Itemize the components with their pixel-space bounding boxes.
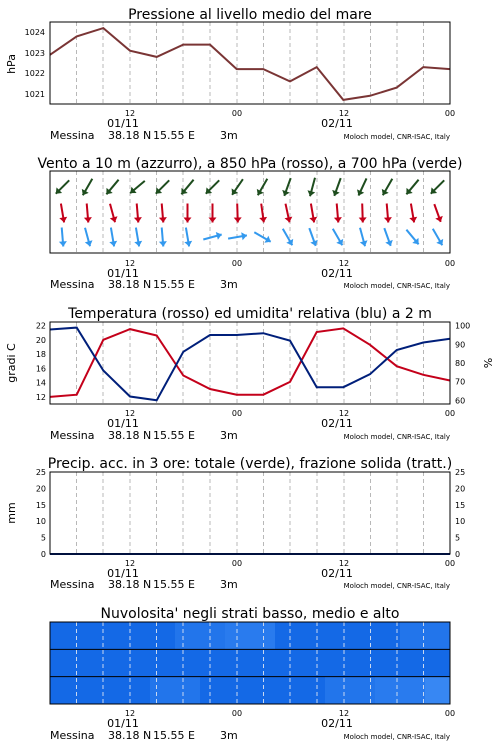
wind-arrow <box>203 232 221 240</box>
cloud-cell <box>300 649 326 676</box>
wind-arrow <box>308 178 316 196</box>
cloud-cell <box>425 649 451 676</box>
precipitation-xtick: 00 <box>231 559 243 568</box>
cloud-xtick: 12 <box>338 709 350 718</box>
precipitation-ytick-right: 20 <box>455 484 466 494</box>
precipitation-date: 01/11 <box>107 567 139 580</box>
cloud-cell <box>400 649 426 676</box>
wind-arrow <box>106 180 118 195</box>
station-name: Messina <box>50 129 95 142</box>
precipitation-frame <box>50 472 450 554</box>
wind-arrow <box>382 179 393 195</box>
temperature-title: Temperatura (rosso) ed umidita' relativa (blu) a 2 m <box>68 306 432 322</box>
station-lat: 38.18 N <box>108 278 152 291</box>
precipitation-ytick: 10 <box>35 517 46 527</box>
humidity-ylabel: % <box>482 357 495 369</box>
wind-panel <box>37 156 462 291</box>
wind-arrow <box>433 229 443 245</box>
cloud-date: 02/11 <box>321 717 353 730</box>
wind-date: 01/11 <box>107 267 139 280</box>
station-lon: 15.55 E <box>153 278 195 291</box>
precipitation-ytick: 15 <box>35 500 46 510</box>
wind-arrow <box>234 204 242 223</box>
precipitation-yticks <box>36 468 465 559</box>
cloud-cell <box>350 622 376 649</box>
wind-arrow <box>357 178 367 195</box>
cloud-cell <box>250 622 276 649</box>
pressure-xtick: 12 <box>338 109 350 118</box>
cloud-cell <box>400 677 426 704</box>
cloud-title: Nuvolosita' negli strati basso, medio e alto <box>100 606 400 622</box>
model-credit: Moloch model, CNR-ISAC, Italy <box>343 433 450 441</box>
wind-arrow <box>431 180 444 193</box>
station-lat: 38.18 N <box>108 129 152 142</box>
cloud-cell <box>325 649 351 676</box>
temperature-ytick: 14 <box>35 378 46 388</box>
precipitation-ytick-right: 15 <box>455 500 466 510</box>
temperature-ytick: 16 <box>35 364 46 374</box>
station-name: Messina <box>50 278 95 291</box>
wind-arrow <box>285 204 293 223</box>
station-lon: 15.55 E <box>153 578 195 591</box>
wind-arrow <box>334 204 342 223</box>
station-lon: 15.55 E <box>153 129 195 142</box>
wind-title: Vento a 10 m (azzurro), a 850 hPa (rosso), a 700 hPa (verde) <box>37 156 463 172</box>
humidity-ytick: 70 <box>455 377 466 387</box>
wind-arrow <box>59 228 67 247</box>
wind-xtick: 00 <box>444 259 456 268</box>
precipitation-ytick: 20 <box>35 484 46 494</box>
precipitation-xtick: 12 <box>338 559 350 568</box>
wind-arrow <box>228 232 247 240</box>
humidity-ytick: 60 <box>455 396 466 406</box>
cloud-cell <box>100 622 126 649</box>
pressure-ytick: 1024 <box>24 28 45 37</box>
humidity-ytick: 90 <box>455 340 466 350</box>
pressure-ytick: 1021 <box>24 90 45 99</box>
wind-arrow <box>59 204 67 223</box>
cloud-xtick: 00 <box>444 709 456 718</box>
station-alt: 3m <box>220 578 238 591</box>
temperature-xtick: 00 <box>444 409 456 418</box>
wind-xtick: 00 <box>231 259 243 268</box>
wind-date: 02/11 <box>321 267 353 280</box>
pressure-panel <box>5 7 455 142</box>
temperature-xtick: 12 <box>124 409 136 418</box>
wind-arrow <box>109 228 117 247</box>
wind-arrow <box>282 178 291 196</box>
model-credit: Moloch model, CNR-ISAC, Italy <box>343 733 450 741</box>
pressure-ytick: 1023 <box>24 49 45 58</box>
cloud-cell <box>425 622 451 649</box>
pressure-ylabel: hPa <box>5 54 18 74</box>
cloud-cell <box>125 677 151 704</box>
wind-arrow <box>130 181 145 193</box>
wind-arrow <box>82 179 93 195</box>
cloud-cell <box>300 622 326 649</box>
station-name: Messina <box>50 429 95 442</box>
cloud-xtick: 00 <box>231 709 243 718</box>
wind-xtick: 12 <box>124 259 136 268</box>
pressure-xtick: 12 <box>124 109 136 118</box>
cloud-cell <box>325 677 351 704</box>
temperature-xtick: 12 <box>338 409 350 418</box>
pressure-xtick: 00 <box>231 109 243 118</box>
wind-arrow <box>332 178 341 196</box>
cloud-cell <box>175 622 201 649</box>
temperature-ytick: 20 <box>35 335 46 345</box>
humidity-series-line <box>50 328 450 401</box>
temperature-ytick: 22 <box>35 321 46 331</box>
station-alt: 3m <box>220 129 238 142</box>
temperature-panel <box>5 306 495 442</box>
wind-arrow <box>184 204 192 223</box>
precipitation-ytick-right: 0 <box>455 550 461 559</box>
model-credit: Moloch model, CNR-ISAC, Italy <box>343 282 450 290</box>
cloud-cell <box>75 649 101 676</box>
cloud-cell <box>175 677 201 704</box>
cloud-cell <box>150 622 176 649</box>
precipitation-panel <box>5 456 465 591</box>
temperature-ytick: 18 <box>35 350 46 360</box>
cloud-cell <box>50 649 76 676</box>
wind-arrow <box>406 230 418 245</box>
temperature-date: 01/11 <box>107 417 139 430</box>
cloud-cell <box>125 622 151 649</box>
model-credit: Moloch model, CNR-ISAC, Italy <box>343 582 450 590</box>
wind-arrow <box>110 204 118 222</box>
station-alt: 3m <box>220 278 238 291</box>
cloud-cell <box>225 622 251 649</box>
cloud-cell <box>400 622 426 649</box>
cloud-cell <box>275 622 301 649</box>
cloud-xtick: 12 <box>124 709 136 718</box>
cloud-cell <box>175 649 201 676</box>
cloud-cell <box>275 649 301 676</box>
precipitation-ytick: 5 <box>40 533 46 543</box>
wind-arrow <box>134 228 142 247</box>
wind-gridlines <box>77 171 424 253</box>
wind-arrow <box>84 204 92 223</box>
wind-arrow <box>85 228 93 246</box>
temperature-ylabel: gradi C <box>5 343 18 383</box>
cloud-cells <box>50 622 451 704</box>
wind-arrow <box>254 232 270 242</box>
station-name: Messina <box>50 578 95 591</box>
station-alt: 3m <box>220 429 238 442</box>
temperature-xtick: 00 <box>231 409 243 418</box>
cloud-cell <box>125 649 151 676</box>
model-credit: Moloch model, CNR-ISAC, Italy <box>343 133 450 141</box>
humidity-ytick: 80 <box>455 359 466 368</box>
temperature-date: 02/11 <box>321 417 353 430</box>
precipitation-ytick-right: 25 <box>455 468 466 477</box>
precipitation-gridlines <box>77 472 424 554</box>
cloud-cell <box>225 649 251 676</box>
cloud-cell <box>100 649 126 676</box>
cloud-cell <box>425 677 451 704</box>
cloud-cell <box>225 677 251 704</box>
pressure-title: Pressione al livello medio del mare <box>128 7 372 23</box>
station-alt: 3m <box>220 729 238 742</box>
wind-arrow <box>159 228 167 247</box>
pressure-date: 01/11 <box>107 117 139 130</box>
cloud-cell <box>350 677 376 704</box>
wind-arrow <box>360 228 368 246</box>
station-lat: 38.18 N <box>108 429 152 442</box>
wind-arrow <box>384 228 393 246</box>
wind-xtick: 12 <box>338 259 350 268</box>
cloud-cell <box>150 649 176 676</box>
humidity-ytick: 100 <box>455 321 471 331</box>
temperature-ytick: 12 <box>35 392 46 402</box>
station-lon: 15.55 E <box>153 429 195 442</box>
precipitation-ylabel: mm <box>5 502 18 524</box>
cloud-cell <box>300 677 326 704</box>
wind-arrow <box>409 204 417 223</box>
cloud-cell <box>50 677 76 704</box>
cloud-cell <box>50 622 76 649</box>
wind-arrow <box>257 179 268 195</box>
station-lon: 15.55 E <box>153 729 195 742</box>
wind-arrow <box>56 180 69 193</box>
pressure-ytick: 1022 <box>24 69 45 78</box>
cloud-cell <box>200 622 226 649</box>
pressure-xtick: 00 <box>444 109 456 118</box>
cloud-cell <box>350 649 376 676</box>
pressure-date: 02/11 <box>321 117 353 130</box>
precipitation-date: 02/11 <box>321 567 353 580</box>
wind-arrow <box>406 180 418 195</box>
station-lat: 38.18 N <box>108 729 152 742</box>
wind-arrow <box>134 204 142 223</box>
wind-arrow <box>434 204 443 222</box>
cloud-cell <box>150 677 176 704</box>
cloud-cell <box>200 677 226 704</box>
cloud-date: 01/11 <box>107 717 139 730</box>
precipitation-title: Precip. acc. in 3 ore: totale (verde), frazione solida (tratt.) <box>47 456 453 472</box>
cloud-cell <box>100 677 126 704</box>
wind-arrow <box>184 228 192 247</box>
precipitation-ytick-right: 5 <box>455 533 461 543</box>
wind-arrow <box>283 229 293 245</box>
cloud-cell <box>200 649 226 676</box>
wind-arrow <box>359 204 367 223</box>
cloud-cell <box>250 677 276 704</box>
wind-arrow <box>384 204 392 223</box>
cloud-cell <box>275 677 301 704</box>
wind-arrow <box>309 204 317 223</box>
cloud-cell <box>325 622 351 649</box>
station-name: Messina <box>50 729 95 742</box>
cloud-panel <box>50 606 455 742</box>
pressure-series-line <box>50 28 450 100</box>
precipitation-ytick: 25 <box>35 468 46 477</box>
cloud-cell <box>75 622 101 649</box>
precipitation-xtick: 12 <box>124 559 136 568</box>
cloud-cell <box>250 649 276 676</box>
station-lat: 38.18 N <box>108 578 152 591</box>
pressure-gridlines <box>77 22 424 104</box>
temperature-series-line <box>50 328 450 397</box>
cloud-cell <box>75 677 101 704</box>
precipitation-xtick: 00 <box>444 559 456 568</box>
wind-arrow <box>333 229 343 245</box>
precipitation-ytick: 0 <box>40 550 46 559</box>
precipitation-ytick-right: 10 <box>455 517 466 527</box>
wind-arrow <box>156 180 169 193</box>
wind-arrows <box>56 178 444 247</box>
wind-arrow <box>159 204 167 223</box>
wind-arrow <box>206 180 219 193</box>
